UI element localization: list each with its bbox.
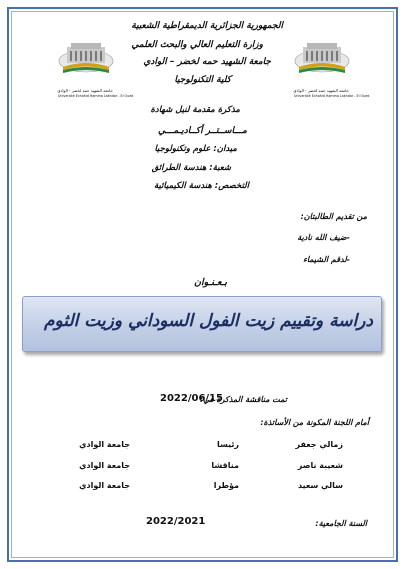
logo-caption-right: جامعة الشهيد حمه لخضر - الوادي — [293, 88, 349, 93]
jury-member-role: مناقشا — [211, 461, 239, 470]
jury-member-role: مؤطرا — [213, 481, 239, 490]
title-label: بـعـنـوان — [194, 277, 227, 288]
degree-line: مـــاســتــر أكــاديـمـــي — [158, 126, 247, 136]
jury-member-name: زمالي جعفر — [295, 440, 343, 449]
university-logo-icon — [57, 37, 115, 89]
jury-member-institution: جامعة الوادي — [79, 461, 130, 470]
academic-year-label: السنة الجامعية: — [315, 519, 367, 528]
jury-member-institution: جامعة الوادي — [79, 481, 130, 490]
thesis-title: دراسة وتقييم زيت الفول السوداني وزيت الثوم — [44, 311, 373, 331]
student-name: -لدقم الشيماء — [303, 255, 350, 264]
jury-member-role: رئيسا — [216, 440, 239, 449]
student-name: -ضيف الله نادية — [297, 233, 350, 242]
ministry-line: وزارة التعليم العالي والبحث العلمي — [131, 40, 263, 50]
republic-line: الجمهورية الجزائرية الديمقراطية الشعبية — [131, 21, 283, 31]
defense-date: 2022/06/15 — [160, 393, 223, 404]
title-banner — [22, 296, 382, 352]
jury-member-institution: جامعة الوادي — [79, 440, 130, 449]
jury-member-name: شعيبة ناصر — [297, 461, 343, 470]
specialty-line: التخصص: هندسة الكيميائية — [153, 181, 249, 191]
logo-caption-left: جامعة الشهيد حمه لخضر - الوادي — [57, 88, 113, 93]
defense-label: تمت مناقشة المذكرة في: — [199, 395, 287, 404]
jury-member-name: سالي سعيد — [297, 481, 343, 490]
academic-year-value: 2022/2021 — [146, 516, 206, 527]
jury-heading: أمام اللجنة المكونة من الأساتذة: — [260, 418, 369, 427]
logo-caption-latin-right: Université Echahid Hamma Lakhdar - El Oued — [294, 94, 370, 98]
university-logo-icon — [293, 37, 351, 89]
memo-line: مذكرة مقدمة لنيل شهادة — [150, 105, 240, 115]
faculty-line: كلية التكنولوجيا — [174, 75, 231, 85]
university-logo-right — [293, 37, 351, 89]
logo-caption-latin-left: Université Echahid Hamma Lakhdar - El Oued — [58, 94, 134, 98]
university-logo-left — [57, 37, 115, 89]
university-line: جامعة الشهيد حمه لخضر – الوادي — [143, 57, 271, 67]
field-line: ميدان: علوم وتكنولوجيا — [154, 144, 237, 154]
students-heading: من تقديم الطالبتان: — [300, 212, 367, 221]
branch-line: شعبة: هندسة الطرائق — [151, 163, 231, 173]
